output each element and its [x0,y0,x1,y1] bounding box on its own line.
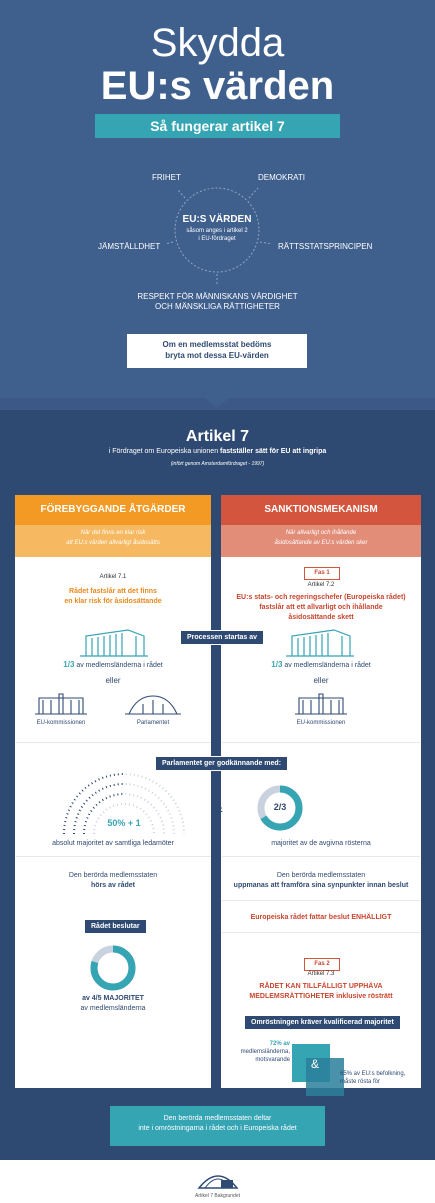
four-fifths-bold: av 4/5 MAJORITET [82,995,144,1002]
article-desc-pre: i Fördraget om Europeiska unionen [108,448,221,455]
left-banner-2: att EU:s värden allvarligt åsidosätts [66,540,160,546]
invite-line-1: Den berörda medlemsstaten [276,872,366,879]
commission-building-icon-right [293,688,349,716]
title-line-1: Skydda [150,21,285,65]
qmv-ampersand: & [310,1057,319,1071]
left-divider-2 [16,856,211,857]
right-or: eller [313,676,329,685]
right-fraction-text: av medlemsländerna i rådet [284,662,371,669]
left-article-ref: Artikel 7.1 [99,574,127,580]
value-rattsstat: RÄTTSSTATSPRINCIPEN [278,242,373,251]
right-decide-2: fastslår att ett allvarligt och ihållande [259,604,383,611]
four-fifths-sub: av medlemsländerna [80,1005,146,1012]
left-parliament: Parlamentet [136,720,170,726]
unanimous-text: Europeiska rådet fattar beslut ENHÄLLIGT [250,914,392,921]
council-building-icon-right [284,622,356,658]
phase2-badge: Fas 2 [304,958,340,971]
left-banner-1: När det finns en klar risk [80,530,146,536]
value-frihet: FRIHET [152,173,181,182]
left-divider [16,742,211,743]
footer-source: Artikel 7 Bakgrundet [194,1193,241,1199]
suspend-line-2: MEDLEMSRÄTTIGHETER inklusive rösträtt [249,993,393,1000]
qmv-a-3: motsvarande [255,1057,290,1063]
right-fraction-row [221,660,421,669]
breach-line-1: Om en medlemsstat bedöms [162,340,272,349]
right-heading: SANKTIONSMEKANISM [221,495,421,525]
qmv-a-2: medlemsländerna, [240,1049,290,1055]
article-note: (infört genom Amsterdamfördraget - 1997) [170,461,265,467]
header-pointer [205,398,229,408]
majority-caption: absolut majoritet av samtliga ledamöter [52,840,174,847]
qmv-a-text [234,1040,290,1064]
footer-note [110,1106,325,1146]
right-article-ref2: Artikel 7.3 [307,971,335,977]
left-fraction-row [15,660,211,669]
article-title: Artikel 7 [185,428,250,445]
right-divider [222,742,420,743]
value-jamstalldhet: JÄMSTÄLLDHET [98,242,161,251]
article-description [0,448,435,455]
spoke-frihet [178,190,185,198]
right-fraction: 1/3 [271,660,283,669]
left-risk-1: Rådet fastslår att det finns [69,588,157,595]
commission-building-icon [33,688,89,716]
footer-note-1: Den berörda medlemsstaten deltar [163,1115,272,1122]
suspend-line-1: RÅDET KAN TILLFÄLLIGT UPPHÄVA [259,983,383,990]
heard-line-1: Den berörda medlemsstaten [68,872,158,879]
phase1-badge: Fas 1 [304,567,340,580]
left-fraction: 1/3 [63,660,75,669]
right-banner-2: åsidosättande av EU:s värden sker [274,540,368,546]
right-decide-1: EU:s stats- och regeringschefer (Europeiska rådet) [236,594,406,601]
value-respekt-2: OCH MÄNSKLIGA RÄTTIGHETER [155,302,280,311]
invite-line-2: uppmanas att framföra sina synpunkter innan beslut [233,882,409,889]
left-heading: FÖREBYGGANDE ÅTGÄRDER [15,495,211,525]
spoke-jamstalldhet [165,242,173,244]
qmv-b-2: måste rösta för [340,1079,381,1085]
breach-line-2: bryta mot dessa EU-värden [165,351,269,360]
two-thirds-caption: majoritet av de avgivna rösterna [271,840,371,847]
european-parliament-logo-icon [197,1166,239,1192]
right-divider-3 [222,900,420,901]
footer-note-2: inte i omröstningarna i rådet och i Europeiska rådet [138,1125,297,1132]
council-building-icon [78,622,150,658]
left-commission: EU-kommissionen [36,720,86,726]
heard-line-2: hörs av rådet [91,882,135,889]
qmv-a-1: 72% av [269,1041,290,1047]
spoke-rattsstat [260,242,272,244]
qmv-b-text [340,1070,420,1086]
article-desc-bold: fastställer sätt för EU att ingripa [220,448,327,455]
qmv-tag: Omröstningen kräver kvalificerad majoritet [244,1015,401,1030]
process-starts-tag: Processen startas av [180,630,264,645]
council-decides-tag: Rådet beslutar [84,919,147,934]
left-fraction-text: av medlemsländerna i rådet [76,662,163,669]
value-demokrati: DEMOKRATI [258,173,305,182]
right-article-ref1: Artikel 7.2 [307,582,335,588]
breach-box [127,334,307,368]
values-center-title: EU:S VÄRDEN [182,214,252,225]
majority-value: 50% + 1 [107,818,141,828]
parliament-building-icon [123,692,183,716]
title-line-2: EU:s värden [100,64,335,108]
left-risk-2: en klar risk för åsidosättande [64,598,162,605]
right-banner-1: När allvarligt och ihållande [285,530,357,536]
right-commission: EU-kommissionen [296,720,346,726]
spoke-demokrati [249,188,258,198]
right-divider-4 [222,932,420,933]
four-fifths-donut [88,943,138,993]
qmv-b-1: 65% av EU:s befolkning, [340,1071,406,1077]
middle-ampersand: & [214,800,223,815]
left-or: eller [105,676,121,685]
two-thirds-value: 2/3 [273,802,287,812]
parliament-approval-tag: Parlamentet ger godkännande med: [155,756,288,771]
right-decide-3: åsidosättande skett [288,614,354,621]
subtitle-bar: Så fungerar artikel 7 [95,114,340,138]
values-center-sub: såsom anges i artikel 2 i EU-fördraget [186,228,248,242]
value-respekt-1: RESPEKT FÖR MÄNNISKANS VÄRDIGHET [137,292,298,301]
right-divider-2 [222,856,420,857]
